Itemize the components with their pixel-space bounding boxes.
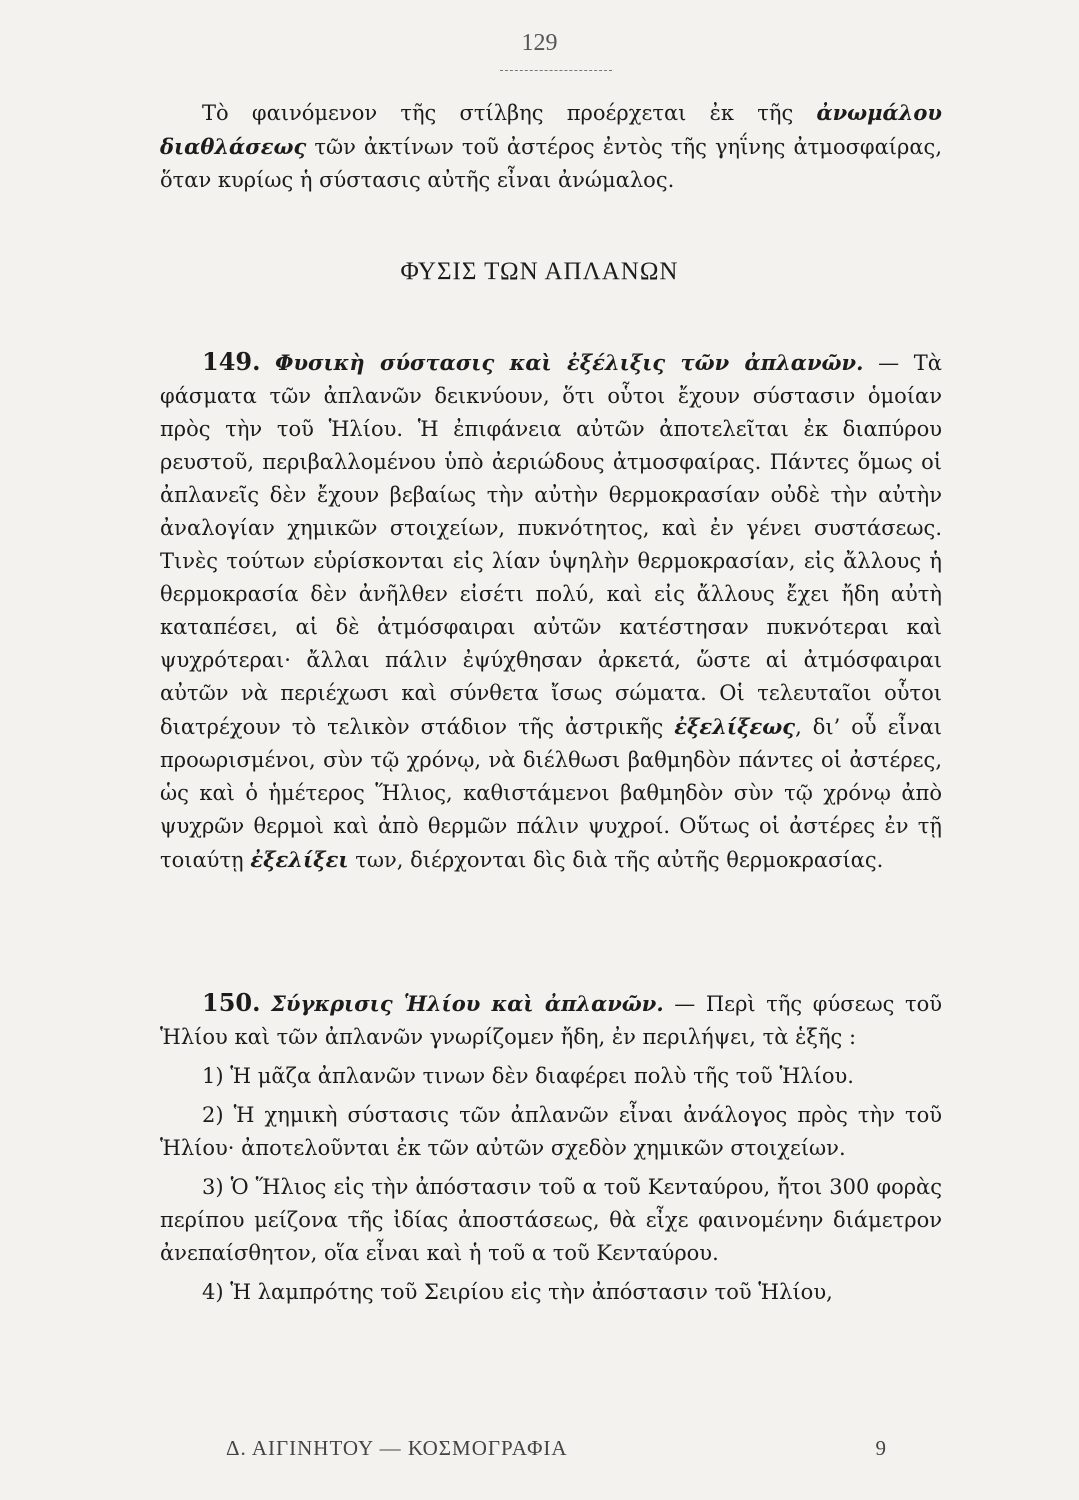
section-149-text-3: των, διέρχονται δὶς διὰ τῆς αὐτῆς θερμοκρασίας. — [348, 848, 884, 872]
section-149-text-2: , δι’ οὗ εἶναι προωρισμένοι, σὺν τῷ χρόνῳ, νὰ διέλθωσι βαθμηδὸν πάντες οἱ ἀστέρες, ὡς καὶ ὁ ἡμέτερος Ἥλιος, καθιστάμενοι βαθμηδὸν σὺν τῷ χρόνῳ ἀπὸ ψυχρῶν θερμοὶ καὶ ἀπὸ θερμῶν πάλιν ψυχροί. Οὕτως οἱ ἀστέρες ἐν τῇ τοιαύτῃ — [160, 715, 942, 872]
page-number-rule — [500, 70, 612, 71]
list-item: 4) Ἡ λαμπρότης τοῦ Σειρίου εἰς τὴν ἀπόστασιν τοῦ Ἡλίου, — [202, 1280, 833, 1304]
section-149-text-1: — Τὰ φάσματα τῶν ἀπλανῶν δεικνύουν, ὅτι οὗτοι ἔχουν σύστασιν ὁμοίαν πρὸς τὴν τοῦ Ἡλίου. Ἡ ἐπιφάνεια αὐτῶν ἀποτελεῖται ἐκ διαπύρου ρευστοῦ, περιβαλλομένου ὑπὸ ἀεριώδους ἀτμοσφαίρας. Πάντες ὅμως οἱ ἀπλανεῖς δὲν ἔχουν βεβαίως τὴν αὐτὴν θερμοκρασίαν οὐδὲ τὴν αὐτὴν ἀναλογίαν χημικῶν στοιχείων, πυκνότητος, καὶ ἐν γένει συστάσεως. Τινὲς τούτων εὑρίσκονται εἰς λίαν ὑψηλὴν θερμοκρασίαν, εἰς ἄλλους ἡ θερμοκρασία δὲν ἀνῆλθεν εἰσέτι πολύ, καὶ εἰς ἄλλους ἔχει ἤδη αὐτὴ καταπέσει, αἱ δὲ ἀτμόσφαιραι αὐτῶν κατέστησαν πυκνότεραι καὶ ψυχρότεραι· ἄλλαι πάλιν ἐψύχθησαν ἀρκετά, ὥστε αἱ ἀτμόσφαιραι αὐτῶν νὰ περιέχωσι καὶ σύνθετα ἴσως σώματα. Οἱ τελευταῖοι οὗτοι διατρέχουν τὸ τελικὸν στάδιον τῆς ἀστρικῆς — [160, 351, 942, 739]
section-149-number: 149. — [202, 347, 261, 376]
section-150-title: Σύγκρισις Ἡλίου καὶ ἀπλανῶν. — [271, 991, 664, 1016]
list-item: 3) Ὁ Ἥλιος εἰς τὴν ἀπόστασιν τοῦ α τοῦ Κενταύρου, ἤτοι 300 φορὰς περίπου μείζονα τῆς ἰδίας ἀποστάσεως, θὰ εἶχε φαινομένην διάμετρον ἀνεπαίσθητον, οἵα εἶναι καὶ ἡ τοῦ α τοῦ Κενταύρου. — [160, 1175, 942, 1265]
intro-text-end: τῶν ἀκτίνων τοῦ ἀστέρος ἐντὸς τῆς γηΐνης ἀτμοσφαίρας, ὅταν κυρίως ἡ σύστασις αὐτῆς εἶναι ἀνώμαλος. — [160, 135, 942, 192]
section-150-number: 150. — [202, 988, 261, 1017]
section-149-emphasis-2: ἐξελίξει — [250, 847, 349, 872]
section-150-intro: — Περὶ τῆς φύσεως τοῦ Ἡλίου καὶ τῶν ἀπλανῶν γνωρίζομεν ἤδη, ἐν περιλήψει, τὰ ἑξῆς : — [160, 992, 942, 1049]
section-149-title: Φυσικὴ σύστασις καὶ ἐξέλιξις τῶν ἀπλανῶν. — [275, 350, 864, 375]
footer-author-title: Δ. ΑΙΓΙΝΗΤΟΥ — ΚΟΣΜΟΓΡΑΦΙΑ — [226, 1436, 568, 1460]
section-150 — [160, 986, 942, 1309]
section-149 — [160, 345, 942, 877]
section-heading: ΦΥΣΙΣ ΤΩΝ ΑΠΛΑΝΩΝ — [400, 258, 679, 285]
list-item: 2) Ἡ χημικὴ σύστασις τῶν ἀπλανῶν εἶναι ἀνάλογος πρὸς τὴν τοῦ Ἡλίου· ἀποτελοῦνται ἐκ τῶν αὐτῶν σχεδὸν χημικῶν στοιχείων. — [160, 1103, 942, 1160]
intro-paragraph — [160, 96, 942, 197]
footer-signature-number: 9 — [875, 1436, 886, 1460]
section-149-emphasis-1: ἐξελίξεως — [674, 714, 796, 739]
intro-text-start: Τὸ φαινόμενον τῆς στίλβης προέρχεται ἐκ τῆς — [202, 101, 817, 125]
list-item: 1) Ἡ μᾶζα ἀπλανῶν τινων δὲν διαφέρει πολὺ τῆς τοῦ Ἡλίου. — [202, 1064, 854, 1088]
intro-emphasis: ἀνωμάλου διαθλάσεως — [160, 100, 942, 159]
page-number: 129 — [521, 30, 558, 56]
